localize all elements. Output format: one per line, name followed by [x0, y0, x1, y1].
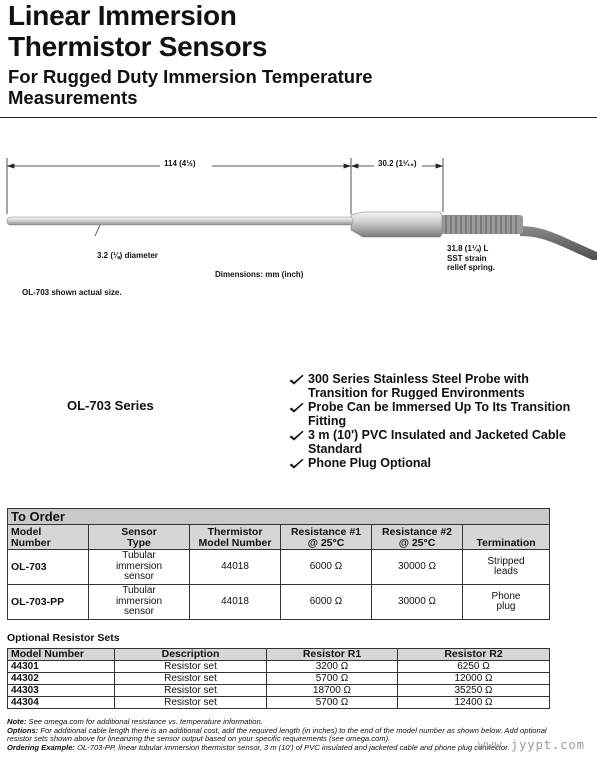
cell-opt-model: 44302 — [8, 673, 115, 685]
spring-label-3: relief spring. — [447, 263, 496, 272]
subtitle-line-2: Measurements — [8, 87, 138, 108]
feature-item — [288, 456, 588, 470]
cell-thermistor: 44018 — [190, 550, 281, 585]
title-line-2: Thermistor Sensors — [8, 31, 268, 62]
checkmark-icon — [289, 458, 304, 469]
cable — [520, 226, 597, 260]
feature-text: Phone Plug Optional — [308, 456, 431, 470]
cell-opt-r2: 6250 Ω — [398, 661, 550, 673]
cell-type: Tubular immersion sensor — [89, 550, 190, 585]
dim-probe-length: 114 (4½) — [164, 159, 196, 168]
transition-fitting — [351, 212, 442, 237]
header-rule — [0, 117, 597, 118]
title-line-1: Linear Immersion — [8, 0, 237, 31]
col-termination: Termination — [463, 525, 550, 550]
cell-model: OL-703 — [8, 550, 89, 585]
cell-opt-description: Resistor set — [115, 661, 267, 673]
series-label: OL-703 Series — [67, 398, 154, 413]
checkmark-icon — [289, 430, 304, 441]
feature-text: 3 m (10') PVC Insulated and Jacketed Cable Standard — [308, 428, 566, 456]
options-line: Options: For additional cable length there is an additional cost, add the required length (in inches) to the end of the model number as shown below. Add optional resistor sets shown above for linearizing the sensor output based on your specific requirements (see omega.com). — [7, 725, 547, 744]
cell-opt-r1: 3200 Ω — [267, 661, 398, 673]
col-opt-model: Model Number — [8, 649, 115, 661]
cell-opt-r1: 18700 Ω — [267, 685, 398, 697]
actual-size-caption: OL-703 shown actual size. — [22, 288, 122, 297]
feature-text: 300 Series Stainless Steel Probe with Transition for Rugged Environments — [308, 372, 529, 400]
diameter-label: 3.2 (⅛) diameter — [97, 251, 158, 260]
col-opt-r1: Resistor R1 — [267, 649, 398, 661]
checkmark-icon — [289, 374, 304, 385]
col-opt-r2: Resistor R2 — [398, 649, 550, 661]
optional-resistor-table — [7, 648, 550, 709]
cell-opt-description: Resistor set — [115, 697, 267, 709]
page-title — [8, 0, 267, 62]
cell-r1: 6000 Ω — [281, 585, 372, 620]
order-table — [7, 508, 550, 620]
optional-header-row — [8, 649, 550, 661]
cell-opt-r2: 35250 Ω — [398, 685, 550, 697]
spring-label-2: SST strain — [447, 253, 487, 263]
page-subtitle — [8, 66, 373, 108]
col-model-number: Model Number — [8, 525, 89, 550]
dimensions-units: Dimensions: mm (inch) — [215, 270, 304, 279]
footnotes — [7, 718, 547, 752]
order-header-row — [8, 525, 550, 550]
table-row — [8, 585, 550, 620]
cell-opt-r2: 12000 Ω — [398, 673, 550, 685]
spring-label — [447, 244, 495, 273]
col-sensor-type: Sensor Type — [89, 525, 190, 550]
cell-r2: 30000 Ω — [372, 585, 463, 620]
col-resistance-2: Resistance #2 @ 25°C — [372, 525, 463, 550]
checkmark-icon — [289, 402, 304, 413]
feature-text: Probe Can be Immersed Up To Its Transition Fitting — [308, 400, 571, 428]
spring-coils — [446, 215, 516, 234]
watermark: www.jyypt.com — [478, 738, 585, 752]
table-row — [8, 685, 550, 697]
col-resistance-1: Resistance #1 @ 25°C — [281, 525, 372, 550]
cell-model: OL-703-PP — [8, 585, 89, 620]
table-row — [8, 697, 550, 709]
cell-opt-r2: 12400 Ω — [398, 697, 550, 709]
cell-type: Tubular immersion sensor — [89, 585, 190, 620]
feature-item — [288, 428, 588, 456]
cell-termination: Phone plug — [463, 585, 550, 620]
cell-thermistor: 44018 — [190, 585, 281, 620]
feature-item — [288, 400, 588, 428]
feature-item — [288, 372, 588, 400]
feature-list — [288, 372, 588, 470]
cell-opt-r1: 5700 Ω — [267, 673, 398, 685]
example-line: Ordering Example: OL-703-PP, linear tubular immersion thermistor sensor, 3 m (10') of PVC insulated and jacketed cable and phone plug connector. — [7, 742, 510, 752]
diameter-leader — [95, 225, 100, 236]
cell-opt-description: Resistor set — [115, 673, 267, 685]
cell-termination: Stripped leads — [463, 550, 550, 585]
cell-opt-model: 44304 — [8, 697, 115, 709]
cell-opt-description: Resistor set — [115, 685, 267, 697]
optional-sets-title: Optional Resistor Sets — [7, 632, 120, 644]
table-row — [8, 550, 550, 585]
cell-r1: 6000 Ω — [281, 550, 372, 585]
probe-rod — [7, 217, 353, 225]
cell-opt-r1: 5700 Ω — [267, 697, 398, 709]
cell-opt-model: 44301 — [8, 661, 115, 673]
order-table-title: To Order — [8, 509, 550, 525]
note-line: Note: See omega.com for additional resistance vs. temperature information. — [7, 717, 263, 726]
col-thermistor-model: Thermistor Model Number — [190, 525, 281, 550]
table-row — [8, 661, 550, 673]
col-opt-description: Description — [115, 649, 267, 661]
dim-fitting-length: 30.2 (1³⁄₁₆) — [378, 159, 417, 168]
cell-r2: 30000 Ω — [372, 550, 463, 585]
cell-opt-model: 44303 — [8, 685, 115, 697]
probe-drawing — [0, 150, 597, 260]
subtitle-line-1: For Rugged Duty Immersion Temperature — [8, 66, 373, 87]
table-row — [8, 673, 550, 685]
spring-label-1: 31.8 (1¼) L — [447, 244, 489, 253]
